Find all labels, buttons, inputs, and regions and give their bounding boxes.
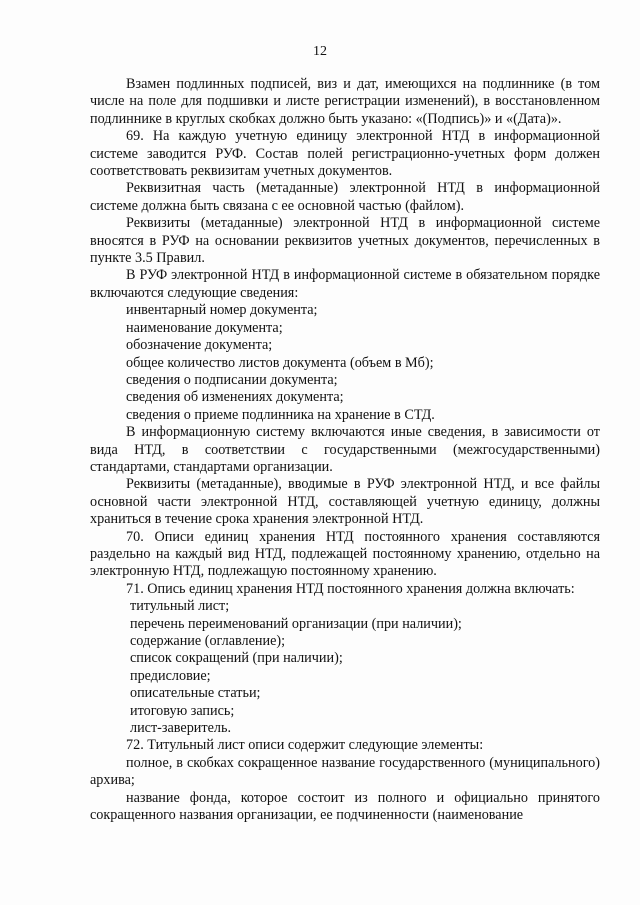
paragraph: полное, в скобках сокращенное название государственного (муниципального) архива;: [90, 754, 600, 789]
paragraph: 71. Опись единиц хранения НТД постоянного хранения должна включать:: [126, 580, 575, 597]
list-item: сведения об изменениях документа;: [126, 389, 344, 406]
list-item: сведения о подписании документа;: [126, 371, 338, 388]
page-number: 12: [313, 44, 327, 59]
list-item: описательные статьи;: [130, 685, 261, 702]
paragraph: Реквизиты (метаданные) электронной НТД в информационной системе вносятся в РУФ на основании реквизитов учетных документов, перечисленных в пункте 3.5 Правил.: [90, 215, 600, 267]
list-item: список сокращений (при наличии);: [130, 650, 343, 667]
paragraph: 70. Описи единиц хранения НТД постоянного хранения составляются раздельно на каждый вид НТД, подлежащей постоянному хранению, отдельно на электронную НТД, подлежащую постоянному хранению.: [90, 528, 600, 580]
paragraph: Реквизиты (метаданные), вводимые в РУФ электронной НТД, и все файлы основной части электронной НТД, составляющей учетную единицу, должны храниться в течение срока хранения электронной НТД.: [90, 476, 600, 528]
list-item: обозначение документа;: [126, 337, 273, 354]
list-item: предисловие;: [130, 667, 211, 684]
list-item: инвентарный номер документа;: [126, 302, 318, 319]
paragraph: В РУФ электронной НТД в информационной системе в обязательном порядке включаются следующие сведения:: [90, 267, 600, 301]
list-item: перечень переименований организации (при наличии);: [130, 615, 462, 632]
list-item: общее количество листов документа (объем в Мб);: [126, 354, 434, 371]
list-item: содержание (оглавление);: [130, 633, 286, 649]
list-item: наименование документа;: [126, 319, 283, 336]
paragraph: Взамен подлинных подписей, виз и дат, имеющихся на подлиннике (в том числе на поле для подшивки и листе регистрации изменений), в восстановленном подлиннике в круглых скобках должно быть указано: «(Подпись)» и «(Дата)».: [90, 76, 600, 127]
list-item: лист-заверитель.: [130, 720, 231, 737]
document-body: [90, 76, 600, 824]
paragraph: 72. Титульный лист описи содержит следующие элементы:: [126, 737, 484, 754]
list-item: сведения о приеме подлинника на хранение в СТД.: [126, 406, 435, 423]
paragraph: название фонда, которое состоит из полного и официально принятого сокращенного названия организации, ее подчиненности (наименование: [90, 789, 600, 824]
paragraph: 69. На каждую учетную единицу электронной НТД в информационной системе заводится РУФ. Состав полей регистрационно-учетных форм должен соответствовать реквизитам учетных документов.: [90, 128, 600, 180]
list-item: итоговую запись;: [130, 702, 235, 719]
list-item: титульный лист;: [130, 598, 230, 615]
paragraph: Реквизитная часть (метаданные) электронной НТД в информационной системе должна быть связана с ее основной частью (файлом).: [90, 180, 600, 214]
paragraph: В информационную систему включаются иные сведения, в зависимости от вида НТД, в соответствии с государственными (межгосударственными) стандартами, стандартами организации.: [90, 424, 600, 475]
